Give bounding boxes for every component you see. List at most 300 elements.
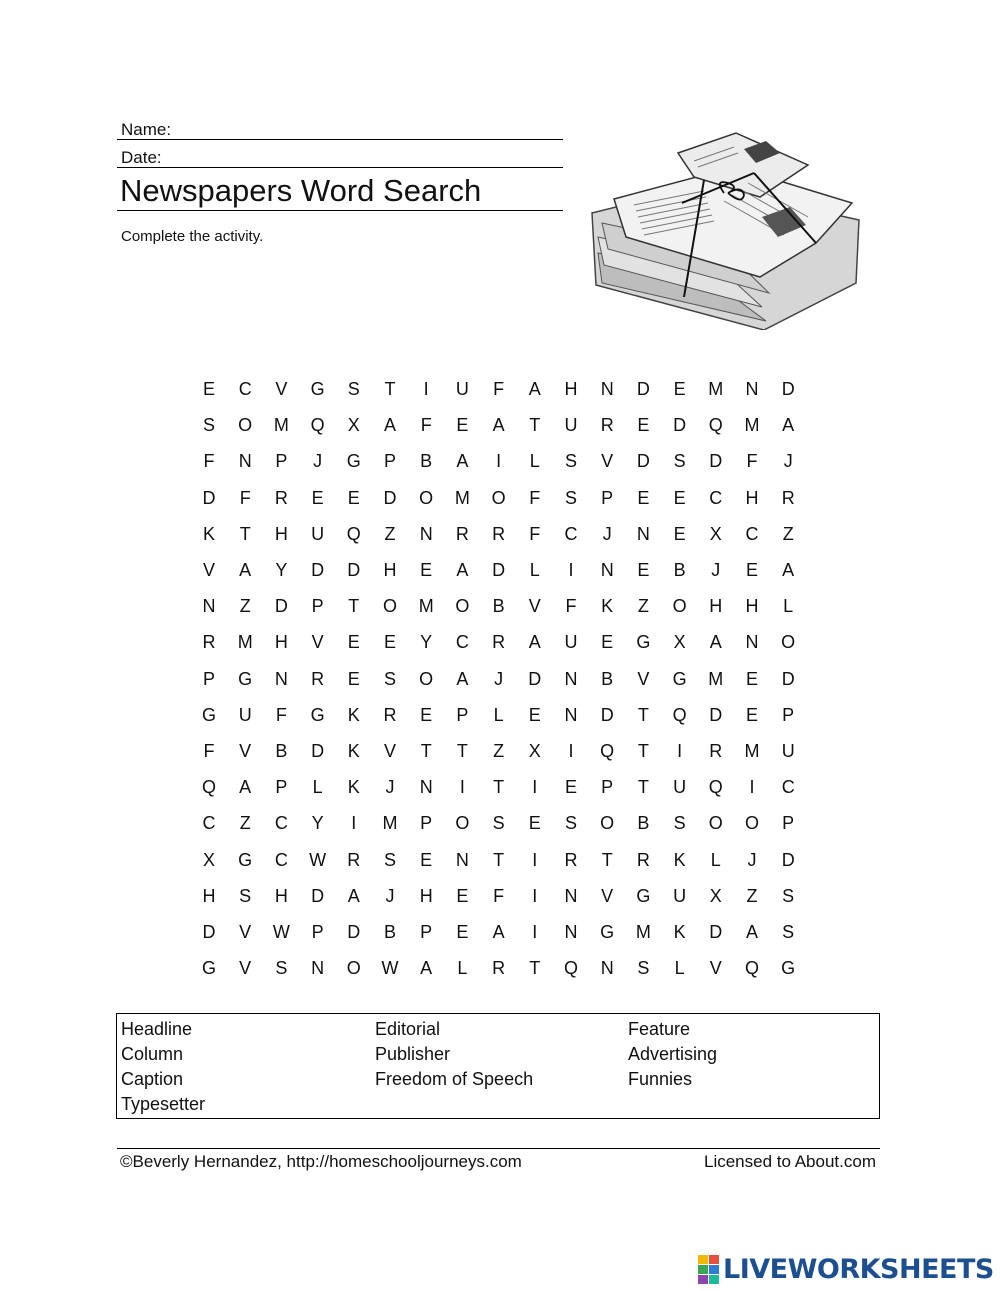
- grid-letter[interactable]: K: [347, 777, 360, 798]
- grid-letter[interactable]: K: [673, 922, 686, 942]
- grid-letter[interactable]: X: [709, 523, 722, 544]
- grid-letter[interactable]: E: [637, 560, 650, 580]
- grid-letter[interactable]: L: [674, 958, 685, 979]
- grid-letter[interactable]: T: [420, 741, 432, 761]
- grid-letter[interactable]: R: [347, 849, 361, 870]
- grid-letter[interactable]: D: [781, 849, 795, 870]
- grid-letter[interactable]: R: [709, 741, 723, 761]
- grid-letter[interactable]: T: [601, 849, 613, 870]
- grid-letter[interactable]: O: [238, 415, 253, 436]
- copyright-text: ©Beverly Hernandez, http://homeschooljourneys.com: [120, 1152, 522, 1171]
- grid-letter[interactable]: P: [601, 487, 614, 508]
- grid-letter[interactable]: Q: [310, 415, 325, 436]
- grid-letter[interactable]: Q: [201, 777, 216, 798]
- grid-letter[interactable]: R: [492, 523, 506, 544]
- grid-letter[interactable]: C: [455, 632, 469, 653]
- grid-letter[interactable]: L: [529, 560, 540, 580]
- grid-letter[interactable]: V: [202, 560, 215, 580]
- grid-letter[interactable]: U: [564, 632, 578, 653]
- grid-letter[interactable]: O: [708, 813, 723, 834]
- grid-letter[interactable]: X: [202, 849, 215, 870]
- grid-letter[interactable]: D: [781, 379, 795, 399]
- grid-letter[interactable]: N: [564, 885, 578, 906]
- grid-letter[interactable]: G: [201, 958, 216, 979]
- grid-letter[interactable]: A: [239, 560, 252, 580]
- grid-letter[interactable]: Q: [708, 777, 723, 798]
- grid-letter[interactable]: M: [635, 922, 651, 942]
- grid-letter[interactable]: S: [347, 379, 360, 399]
- grid-letter[interactable]: V: [709, 958, 722, 979]
- grid-letter[interactable]: Q: [600, 741, 615, 761]
- grid-letter[interactable]: Q: [672, 704, 687, 725]
- grid-letter[interactable]: D: [600, 704, 614, 725]
- grid-letter[interactable]: D: [311, 741, 325, 761]
- grid-letter[interactable]: O: [600, 813, 615, 834]
- grid-letter[interactable]: I: [677, 741, 683, 761]
- grid-letter[interactable]: R: [492, 632, 506, 653]
- grid-letter[interactable]: P: [311, 922, 324, 942]
- grid-letter[interactable]: D: [673, 415, 687, 436]
- grid-letter[interactable]: E: [311, 487, 324, 508]
- grid-letter[interactable]: V: [239, 741, 252, 761]
- grid-letter[interactable]: X: [347, 415, 360, 436]
- name-line[interactable]: [117, 139, 563, 140]
- grid-letter[interactable]: S: [239, 885, 252, 906]
- grid-letter[interactable]: F: [529, 487, 541, 508]
- grid-letter[interactable]: C: [781, 777, 795, 798]
- grid-letter[interactable]: A: [492, 415, 505, 436]
- grid-letter[interactable]: X: [709, 885, 722, 906]
- grid-letter[interactable]: N: [274, 668, 288, 689]
- grid-letter[interactable]: I: [496, 451, 502, 472]
- grid-letter[interactable]: I: [749, 777, 755, 798]
- grid-letter[interactable]: O: [455, 596, 470, 617]
- grid-letter[interactable]: P: [420, 922, 433, 942]
- grid-letter[interactable]: T: [456, 741, 468, 761]
- grid-letter[interactable]: E: [420, 849, 433, 870]
- grid-letter[interactable]: A: [383, 415, 396, 436]
- grid-letter[interactable]: I: [532, 885, 538, 906]
- grid-letter[interactable]: R: [781, 487, 795, 508]
- grid-letter[interactable]: R: [636, 849, 650, 870]
- grid-letter[interactable]: W: [381, 958, 399, 979]
- grid-letter[interactable]: D: [781, 668, 795, 689]
- grid-letter[interactable]: P: [782, 704, 795, 725]
- grid-letter[interactable]: S: [782, 922, 795, 942]
- grid-letter[interactable]: J: [783, 451, 793, 472]
- grid-letter[interactable]: E: [456, 415, 469, 436]
- grid-letter[interactable]: N: [564, 668, 578, 689]
- grid-letter[interactable]: E: [383, 632, 396, 653]
- grid-letter[interactable]: A: [239, 777, 252, 798]
- grid-letter[interactable]: E: [347, 487, 360, 508]
- grid-letter[interactable]: N: [419, 523, 433, 544]
- grid-letter[interactable]: Q: [346, 523, 361, 544]
- grid-letter[interactable]: S: [637, 958, 650, 979]
- grid-letter[interactable]: N: [600, 958, 614, 979]
- grid-letter[interactable]: N: [564, 704, 578, 725]
- grid-letter[interactable]: M: [744, 415, 760, 436]
- grid-letter[interactable]: M: [273, 415, 289, 436]
- grid-letter[interactable]: U: [564, 415, 578, 436]
- grid-letter[interactable]: Z: [239, 813, 251, 834]
- grid-letter[interactable]: N: [745, 379, 759, 399]
- grid-letter[interactable]: A: [528, 632, 541, 653]
- grid-letter[interactable]: E: [745, 704, 758, 725]
- grid-letter[interactable]: R: [600, 415, 614, 436]
- grid-letter[interactable]: B: [492, 596, 505, 617]
- grid-letter[interactable]: F: [203, 451, 215, 472]
- grid-letter[interactable]: I: [568, 560, 574, 580]
- grid-letter[interactable]: O: [382, 596, 397, 617]
- grid-letter[interactable]: C: [745, 523, 759, 544]
- grid-letter[interactable]: V: [275, 379, 288, 399]
- grid-letter[interactable]: D: [202, 487, 216, 508]
- grid-letter[interactable]: D: [636, 379, 650, 399]
- word-list-item: Caption: [121, 1069, 184, 1089]
- grid-letter[interactable]: S: [492, 813, 505, 834]
- grid-letter[interactable]: E: [637, 487, 650, 508]
- grid-letter[interactable]: D: [492, 560, 506, 580]
- grid-letter[interactable]: S: [673, 813, 686, 834]
- grid-letter[interactable]: D: [274, 596, 288, 617]
- grid-letter[interactable]: F: [239, 487, 251, 508]
- word-list-box: [116, 1013, 880, 1119]
- grid-letter[interactable]: H: [709, 596, 723, 617]
- grid-letter[interactable]: N: [238, 451, 252, 472]
- grid-letter[interactable]: A: [420, 958, 433, 979]
- grid-letter[interactable]: O: [419, 487, 434, 508]
- grid-letter[interactable]: S: [383, 849, 396, 870]
- grid-letter[interactable]: O: [491, 487, 506, 508]
- grid-letter[interactable]: Z: [384, 523, 396, 544]
- grid-letter[interactable]: G: [238, 849, 253, 870]
- grid-letter[interactable]: E: [420, 704, 433, 725]
- grid-letter[interactable]: W: [309, 849, 327, 870]
- word-list-item: Column: [121, 1044, 184, 1064]
- grid-letter[interactable]: L: [493, 704, 504, 725]
- grid-letter[interactable]: F: [746, 451, 758, 472]
- grid-letter[interactable]: E: [745, 560, 758, 580]
- grid-letter[interactable]: Z: [746, 885, 758, 906]
- liveworksheets-logo[interactable]: [698, 1254, 994, 1285]
- grid-letter[interactable]: E: [456, 922, 469, 942]
- grid-letter[interactable]: D: [709, 451, 723, 472]
- grid-letter[interactable]: S: [564, 813, 577, 834]
- grid-letter[interactable]: H: [274, 632, 288, 653]
- grid-letter[interactable]: I: [532, 849, 538, 870]
- grid-letter[interactable]: M: [708, 379, 724, 399]
- grid-letter[interactable]: L: [783, 596, 794, 617]
- grid-letter[interactable]: U: [238, 704, 252, 725]
- grid-letter[interactable]: B: [275, 741, 288, 761]
- grid-letter[interactable]: B: [420, 451, 433, 472]
- grid-letter[interactable]: L: [312, 777, 323, 798]
- grid-letter[interactable]: T: [529, 958, 541, 979]
- grid-letter[interactable]: K: [347, 741, 360, 761]
- grid-letter[interactable]: I: [568, 741, 574, 761]
- grid-letter[interactable]: L: [457, 958, 468, 979]
- grid-letter[interactable]: G: [781, 958, 796, 979]
- grid-letter[interactable]: M: [708, 668, 724, 689]
- grid-letter[interactable]: F: [529, 523, 541, 544]
- grid-letter[interactable]: H: [274, 885, 288, 906]
- grid-letter[interactable]: E: [637, 415, 650, 436]
- grid-letter[interactable]: R: [311, 668, 325, 689]
- grid-letter[interactable]: P: [456, 704, 469, 725]
- grid-letter[interactable]: F: [493, 885, 505, 906]
- grid-letter[interactable]: I: [532, 777, 538, 798]
- grid-letter[interactable]: R: [383, 704, 397, 725]
- grid-letter[interactable]: U: [673, 777, 687, 798]
- grid-letter[interactable]: E: [420, 560, 433, 580]
- grid-letter[interactable]: A: [456, 451, 469, 472]
- grid-letter[interactable]: B: [637, 813, 650, 834]
- grid-letter[interactable]: R: [274, 487, 288, 508]
- grid-letter[interactable]: Z: [239, 596, 251, 617]
- grid-letter[interactable]: C: [274, 813, 288, 834]
- grid-letter[interactable]: A: [528, 379, 541, 399]
- grid-letter[interactable]: B: [601, 668, 614, 689]
- grid-letter[interactable]: G: [310, 704, 325, 725]
- grid-letter[interactable]: F: [203, 741, 215, 761]
- grid-letter[interactable]: H: [419, 885, 433, 906]
- grid-letter[interactable]: D: [347, 922, 361, 942]
- grid-letter[interactable]: F: [493, 379, 505, 399]
- grid-letter[interactable]: Y: [311, 813, 324, 834]
- grid-letter[interactable]: V: [601, 885, 614, 906]
- grid-letter[interactable]: H: [383, 560, 397, 580]
- grid-letter[interactable]: S: [673, 451, 686, 472]
- grid-letter[interactable]: O: [419, 668, 434, 689]
- grid-letter[interactable]: D: [311, 885, 325, 906]
- grid-letter[interactable]: Q: [708, 415, 723, 436]
- grid-letter[interactable]: G: [672, 668, 687, 689]
- grid-letter[interactable]: G: [238, 668, 253, 689]
- name-label: Name:: [121, 120, 172, 139]
- grid-letter[interactable]: P: [383, 451, 396, 472]
- grid-letter[interactable]: T: [637, 777, 649, 798]
- grid-letter[interactable]: G: [346, 451, 361, 472]
- grid-letter[interactable]: V: [528, 596, 541, 617]
- grid-letter[interactable]: R: [492, 958, 506, 979]
- grid-letter[interactable]: D: [636, 451, 650, 472]
- grid-letter[interactable]: A: [782, 560, 795, 580]
- grid-letter[interactable]: M: [418, 596, 434, 617]
- grid-letter[interactable]: S: [782, 885, 795, 906]
- grid-letter[interactable]: P: [601, 777, 614, 798]
- grid-letter[interactable]: P: [202, 668, 215, 689]
- grid-letter[interactable]: C: [238, 379, 252, 399]
- grid-letter[interactable]: S: [564, 451, 577, 472]
- grid-letter[interactable]: J: [385, 885, 395, 906]
- grid-letter[interactable]: A: [745, 922, 758, 942]
- grid-letter[interactable]: X: [673, 632, 686, 653]
- grid-letter[interactable]: D: [383, 487, 397, 508]
- grid-letter[interactable]: N: [311, 958, 325, 979]
- grid-letter[interactable]: J: [711, 560, 721, 580]
- grid-letter[interactable]: Y: [275, 560, 288, 580]
- grid-letter[interactable]: O: [744, 813, 759, 834]
- grid-letter[interactable]: M: [454, 487, 470, 508]
- instructions: Complete the activity.: [121, 228, 264, 245]
- grid-letter[interactable]: C: [274, 849, 288, 870]
- grid-letter[interactable]: M: [744, 741, 760, 761]
- license-text: Licensed to About.com: [703, 1152, 876, 1171]
- grid-letter[interactable]: H: [564, 379, 578, 399]
- grid-letter[interactable]: L: [710, 849, 721, 870]
- grid-letter[interactable]: P: [782, 813, 795, 834]
- grid-letter[interactable]: J: [747, 849, 757, 870]
- grid-letter[interactable]: D: [311, 560, 325, 580]
- grid-letter[interactable]: N: [455, 849, 469, 870]
- word-list-item: Freedom of Speech: [375, 1069, 534, 1089]
- grid-letter[interactable]: I: [532, 922, 538, 942]
- grid-letter[interactable]: V: [239, 958, 252, 979]
- grid-letter[interactable]: A: [456, 668, 469, 689]
- grid-letter[interactable]: G: [636, 885, 651, 906]
- grid-letter[interactable]: S: [383, 668, 396, 689]
- grid-letter[interactable]: E: [673, 487, 686, 508]
- grid-letter[interactable]: O: [781, 632, 796, 653]
- grid-letter[interactable]: E: [673, 379, 686, 399]
- grid-letter[interactable]: O: [672, 596, 687, 617]
- grid-letter[interactable]: N: [745, 632, 759, 653]
- grid-letter[interactable]: T: [384, 379, 396, 399]
- grid-letter[interactable]: N: [564, 922, 578, 942]
- grid-letter[interactable]: R: [564, 849, 578, 870]
- grid-letter[interactable]: N: [419, 777, 433, 798]
- grid-letter[interactable]: U: [455, 379, 469, 399]
- grid-letter[interactable]: Q: [744, 958, 759, 979]
- grid-letter[interactable]: T: [637, 704, 649, 725]
- grid-letter[interactable]: I: [423, 379, 429, 399]
- grid-letter[interactable]: Z: [493, 741, 505, 761]
- grid-letter[interactable]: G: [600, 922, 615, 942]
- grid-letter[interactable]: T: [348, 596, 360, 617]
- grid-letter[interactable]: W: [272, 922, 290, 942]
- grid-letter[interactable]: X: [528, 741, 541, 761]
- grid-letter[interactable]: D: [709, 922, 723, 942]
- grid-letter[interactable]: C: [709, 487, 723, 508]
- grid-letter[interactable]: A: [709, 632, 722, 653]
- grid-letter[interactable]: N: [202, 596, 216, 617]
- grid-letter[interactable]: E: [745, 668, 758, 689]
- grid-letter[interactable]: D: [528, 668, 542, 689]
- grid-letter[interactable]: D: [202, 922, 216, 942]
- grid-letter[interactable]: I: [351, 813, 357, 834]
- grid-letter[interactable]: P: [275, 451, 288, 472]
- grid-letter[interactable]: G: [310, 379, 325, 399]
- grid-letter[interactable]: C: [202, 813, 216, 834]
- grid-letter[interactable]: T: [239, 523, 251, 544]
- grid-letter[interactable]: A: [492, 922, 505, 942]
- grid-letter[interactable]: T: [637, 741, 649, 761]
- grid-letter[interactable]: V: [383, 741, 396, 761]
- grid-letter[interactable]: J: [313, 451, 323, 472]
- grid-letter[interactable]: S: [564, 487, 577, 508]
- grid-letter[interactable]: H: [745, 596, 759, 617]
- grid-letter[interactable]: E: [347, 668, 360, 689]
- grid-letter[interactable]: E: [564, 777, 577, 798]
- grid-letter[interactable]: U: [673, 885, 687, 906]
- grid-letter[interactable]: Z: [782, 523, 794, 544]
- grid-letter[interactable]: K: [347, 704, 360, 725]
- grid-letter[interactable]: V: [239, 922, 252, 942]
- grid-letter[interactable]: P: [420, 813, 433, 834]
- grid-letter[interactable]: Z: [637, 596, 649, 617]
- grid-letter[interactable]: P: [311, 596, 324, 617]
- grid-letter[interactable]: O: [455, 813, 470, 834]
- grid-letter[interactable]: F: [420, 415, 432, 436]
- grid-letter[interactable]: T: [529, 415, 541, 436]
- grid-letter[interactable]: I: [459, 777, 465, 798]
- grid-letter[interactable]: N: [600, 560, 614, 580]
- grid-letter[interactable]: E: [456, 885, 469, 906]
- grid-letter[interactable]: K: [673, 849, 686, 870]
- grid-letter[interactable]: D: [709, 704, 723, 725]
- grid-letter[interactable]: E: [202, 379, 215, 399]
- grid-letter[interactable]: Y: [420, 632, 433, 653]
- grid-letter[interactable]: M: [382, 813, 398, 834]
- grid-letter[interactable]: C: [564, 523, 578, 544]
- grid-letter[interactable]: A: [456, 560, 469, 580]
- grid-letter[interactable]: E: [528, 813, 541, 834]
- grid-letter[interactable]: G: [201, 704, 216, 725]
- grid-letter[interactable]: N: [636, 523, 650, 544]
- grid-letter[interactable]: A: [347, 885, 360, 906]
- grid-letter[interactable]: E: [528, 704, 541, 725]
- grid-letter[interactable]: T: [493, 777, 505, 798]
- grid-letter[interactable]: R: [455, 523, 469, 544]
- grid-letter[interactable]: J: [602, 523, 612, 544]
- grid-letter[interactable]: V: [601, 451, 614, 472]
- date-line[interactable]: [117, 167, 563, 168]
- grid-letter[interactable]: K: [202, 523, 215, 544]
- grid-letter[interactable]: Q: [563, 958, 578, 979]
- grid-letter[interactable]: U: [781, 741, 795, 761]
- grid-letter[interactable]: T: [493, 849, 505, 870]
- grid-letter[interactable]: H: [202, 885, 216, 906]
- grid-letter[interactable]: E: [347, 632, 360, 653]
- grid-letter[interactable]: E: [601, 632, 614, 653]
- grid-letter[interactable]: J: [385, 777, 395, 798]
- grid-letter[interactable]: A: [782, 415, 795, 436]
- grid-letter[interactable]: L: [529, 451, 540, 472]
- grid-letter[interactable]: J: [494, 668, 504, 689]
- grid-letter[interactable]: M: [237, 632, 253, 653]
- grid-letter[interactable]: V: [637, 668, 650, 689]
- grid-letter[interactable]: O: [346, 958, 361, 979]
- grid-letter[interactable]: B: [383, 922, 396, 942]
- grid-letter[interactable]: B: [673, 560, 686, 580]
- grid-letter[interactable]: V: [311, 632, 324, 653]
- grid-letter[interactable]: G: [636, 632, 651, 653]
- grid-letter[interactable]: D: [347, 560, 361, 580]
- grid-letter[interactable]: P: [275, 777, 288, 798]
- grid-letter[interactable]: S: [275, 958, 288, 979]
- grid-letter[interactable]: R: [202, 632, 216, 653]
- grid-letter[interactable]: N: [600, 379, 614, 399]
- grid-letter[interactable]: E: [673, 523, 686, 544]
- grid-letter[interactable]: K: [601, 596, 614, 617]
- grid-letter[interactable]: U: [311, 523, 325, 544]
- grid-letter[interactable]: H: [745, 487, 759, 508]
- grid-letter[interactable]: F: [565, 596, 577, 617]
- grid-letter[interactable]: S: [202, 415, 215, 436]
- grid-letter[interactable]: H: [274, 523, 288, 544]
- grid-letter[interactable]: F: [275, 704, 287, 725]
